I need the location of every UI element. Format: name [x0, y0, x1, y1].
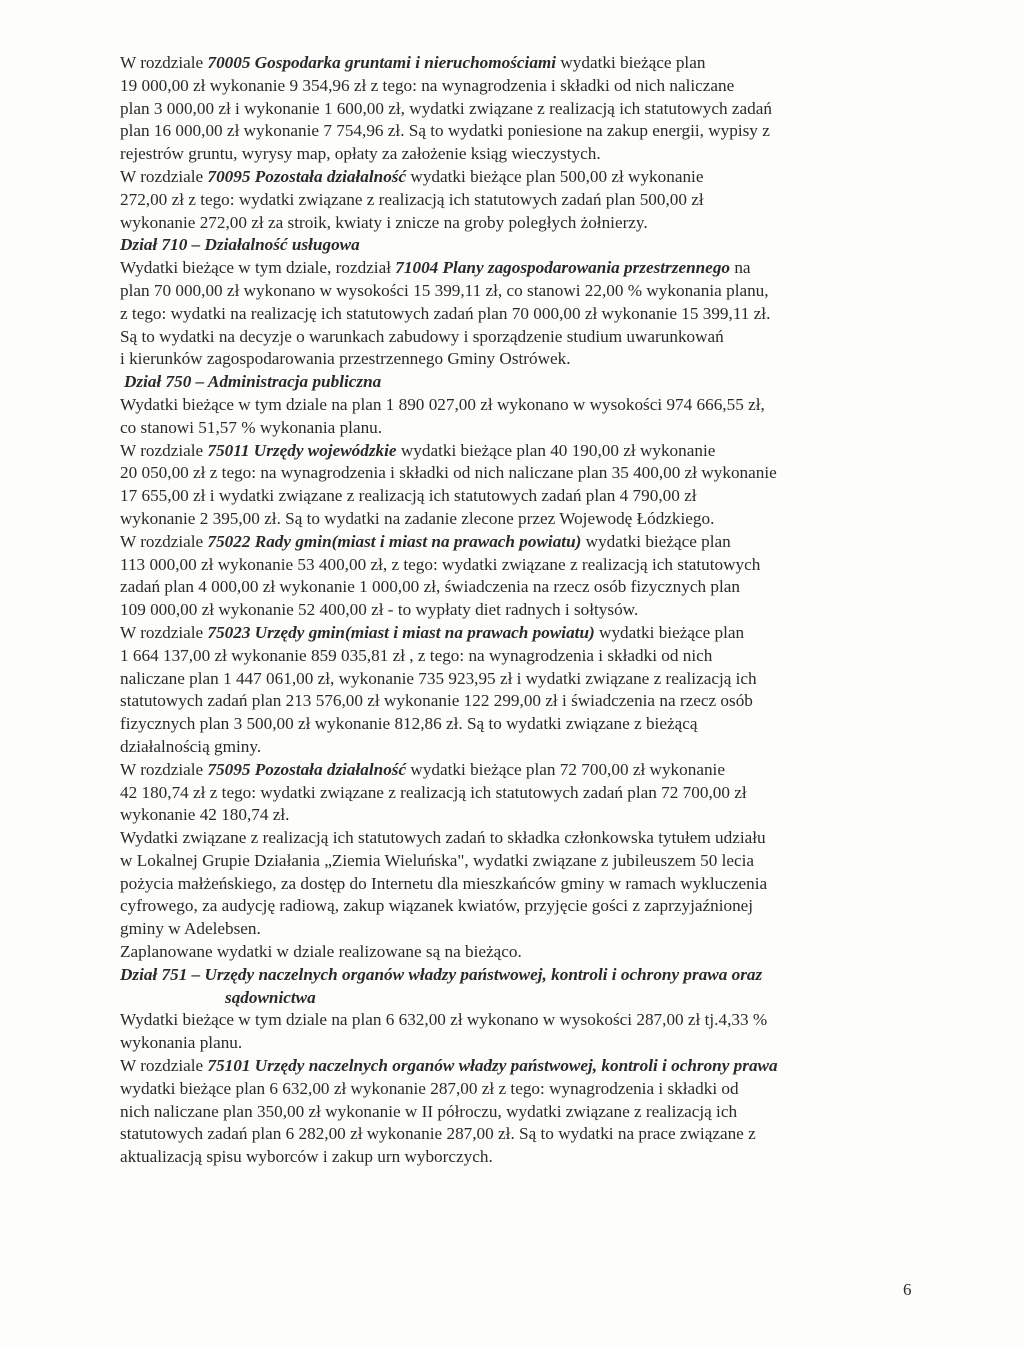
- text-run: pożycia małżeńskiego, za dostęp do Internetu dla mieszkańców gminy w ramach wykluczenia: [120, 873, 768, 893]
- text-run: statutowych zadań plan 6 282,00 zł wykonanie 287,00 zł. Są to wydatki na prace związane z: [120, 1124, 756, 1144]
- text-line: [120, 713, 930, 736]
- text-line: [120, 1078, 930, 1101]
- text-run: rejestrów gruntu, wyrysy map, opłaty za założenie ksiąg wieczystych.: [120, 144, 601, 164]
- text-line: [120, 1055, 930, 1078]
- text-line: [120, 326, 930, 349]
- text-run: Wydatki związane z realizacją ich statutowych zadań to składka członkowska tytułem udziału: [120, 828, 766, 848]
- text-run: cyfrowego, za audycję radiową, zakup wiązanek kwiatów, przyjęcie gości z zaprzyjaźnionej: [120, 896, 754, 916]
- text-line: [120, 964, 930, 987]
- text-run: W rozdziale: [120, 622, 208, 642]
- text-line: [120, 531, 930, 554]
- text-run: W rozdziale: [120, 1056, 208, 1076]
- emphasized-text: Dział 750 – Administracja publiczna: [124, 372, 382, 392]
- text-line: [120, 1032, 930, 1055]
- text-run: plan 16 000,00 zł wykonanie 7 754,96 zł. Są to wydatki poniesione na zakup energii, wypisy z: [120, 121, 770, 141]
- text-line: [120, 166, 930, 189]
- text-run: W rozdziale: [120, 759, 208, 779]
- text-run: plan 3 000,00 zł i wykonanie 1 600,00 zł, wydatki związane z realizacją ich statutowych zadań: [120, 98, 772, 118]
- text-line: [120, 554, 930, 577]
- text-line: [120, 189, 930, 212]
- text-run: 113 000,00 zł wykonanie 53 400,00 zł, z tego: wydatki związane z realizacją ich statutowych: [120, 554, 761, 574]
- text-run: Wydatki bieżące w tym dziale na plan 1 890 027,00 zł wykonano w wysokości 974 666,55 zł,: [120, 394, 765, 414]
- text-line: [120, 280, 930, 303]
- text-line: [120, 850, 930, 873]
- text-line: [120, 941, 930, 964]
- text-line: [120, 75, 930, 98]
- text-run: Wydatki bieżące w tym dziale na plan 6 632,00 zł wykonano w wysokości 287,00 zł tj.4,33 %: [120, 1010, 768, 1030]
- emphasized-text: Dział 710 – Działalność usługowa: [120, 235, 360, 255]
- emphasized-text: Dział 751 – Urzędy naczelnych organów władzy państwowej, kontroli i ochrony prawa oraz: [120, 964, 763, 984]
- emphasized-text: 75101 Urzędy naczelnych organów władzy państwowej, kontroli i ochrony prawa: [207, 1056, 778, 1076]
- text-run: fizycznych plan 3 500,00 zł wykonanie 812,86 zł. Są to wydatki związane z bieżącą: [120, 714, 698, 734]
- emphasized-text: 75022 Rady gmin(miast i miast na prawach powiatu): [207, 531, 582, 551]
- text-run: wydatki bieżące plan: [556, 53, 706, 72]
- emphasized-text: 75023 Urzędy gmin(miast i miast na prawach powiatu): [207, 622, 595, 642]
- emphasized-text: 70095 Pozostała działalność: [207, 166, 407, 186]
- text-run: W rozdziale: [120, 440, 208, 460]
- text-line: [120, 371, 930, 394]
- text-run: Wydatki bieżące w tym dziale, rozdział: [120, 258, 396, 278]
- text-line: [120, 645, 930, 668]
- text-line: [120, 804, 930, 827]
- text-run: aktualizacją spisu wyborców i zakup urn wyborczych.: [120, 1147, 493, 1167]
- emphasized-text: 75095 Pozostała działalność: [207, 759, 407, 779]
- text-line: [120, 576, 930, 599]
- text-run: statutowych zadań plan 213 576,00 zł wykonanie 122 299,00 zł i świadczenia na rzecz osób: [120, 691, 753, 711]
- text-line: [120, 690, 930, 713]
- text-line: [120, 417, 930, 440]
- text-run: wydatki bieżące plan 40 190,00 zł wykonanie: [396, 440, 716, 460]
- text-run: 1 664 137,00 zł wykonanie 859 035,81 zł , z tego: na wynagrodzenia i składki od nich: [120, 645, 713, 665]
- document-body: [120, 52, 930, 1169]
- text-run: co stanowi 51,57 % wykonania planu.: [120, 417, 383, 437]
- text-run: wykonanie 272,00 zł za stroik, kwiaty i znicze na groby poległych żołnierzy.: [120, 212, 648, 232]
- text-run: nich naliczane plan 350,00 zł wykonanie w II półroczu, wydatki związane z realizacją ich: [120, 1101, 738, 1121]
- text-line: [120, 508, 930, 531]
- text-line: [120, 1123, 930, 1146]
- text-line: [120, 622, 930, 645]
- text-run: 109 000,00 zł wykonanie 52 400,00 zł - to wypłaty diet radnych i sołtysów.: [120, 600, 639, 620]
- text-line: [120, 1101, 930, 1124]
- text-line: [120, 143, 930, 166]
- text-run: wykonanie 42 180,74 zł.: [120, 805, 290, 825]
- text-line: [120, 668, 930, 691]
- text-line: [120, 462, 930, 485]
- text-run: wykonania planu.: [120, 1033, 243, 1053]
- text-line: [120, 234, 930, 257]
- emphasized-text: 71004 Plany zagospodarowania przestrzennego: [395, 258, 731, 278]
- text-run: naliczane plan 1 447 061,00 zł, wykonanie 735 923,95 zł i wydatki związane z realizacją ich: [120, 668, 757, 688]
- text-run: z tego: wydatki na realizację ich statutowych zadań plan 70 000,00 zł wykonanie 15 399,11 zł.: [120, 303, 771, 323]
- text-run: W rozdziale: [120, 531, 208, 551]
- text-line: [120, 918, 930, 941]
- text-run: na: [730, 258, 751, 278]
- text-run: 19 000,00 zł wykonanie 9 354,96 zł z tego: na wynagrodzenia i składki od nich naliczane: [120, 75, 735, 95]
- text-run: W rozdziale: [120, 53, 208, 72]
- text-run: 42 180,74 zł z tego: wydatki związane z realizacją ich statutowych zadań plan 72 700,00 zł: [120, 782, 747, 802]
- text-run: wydatki bieżące plan: [594, 622, 745, 642]
- text-line: [120, 895, 930, 918]
- emphasized-text: 70005 Gospodarka gruntami i nieruchomościami: [207, 53, 557, 72]
- text-run: w Lokalnej Grupie Działania „Ziemia Wieluńska", wydatki związane z jubileuszem 50 lecia: [120, 850, 755, 870]
- text-line: [120, 98, 930, 121]
- text-line: [120, 599, 930, 622]
- text-line: [120, 782, 930, 805]
- text-line: [120, 1009, 930, 1032]
- text-run: działalnością gminy.: [120, 736, 262, 756]
- text-line: [120, 827, 930, 850]
- text-line: [120, 303, 930, 326]
- text-run: wydatki bieżące plan 6 632,00 zł wykonanie 287,00 zł z tego: wynagrodzenia i składki od: [120, 1078, 739, 1098]
- text-run: plan 70 000,00 zł wykonano w wysokości 15 399,11 zł, co stanowi 22,00 % wykonania planu,: [120, 280, 769, 300]
- text-line: [120, 394, 930, 417]
- text-line: [120, 873, 930, 896]
- text-run: Zaplanowane wydatki w dziale realizowane są na bieżąco.: [120, 942, 522, 962]
- text-line: [120, 257, 930, 280]
- text-line: [120, 987, 930, 1010]
- emphasized-text: 75011 Urzędy wojewódzkie: [207, 440, 397, 460]
- text-run: wydatki bieżące plan 72 700,00 zł wykonanie: [406, 759, 725, 779]
- text-run: W rozdziale: [120, 166, 208, 186]
- text-run: wydatki bieżące plan 500,00 zł wykonanie: [406, 166, 704, 186]
- text-line: [120, 736, 930, 759]
- text-run: 20 050,00 zł z tego: na wynagrodzenia i składki od nich naliczane plan 35 400,00 zł wykonanie: [120, 463, 777, 483]
- emphasized-text: sądownictwa: [225, 987, 316, 1007]
- text-run: i kierunków zagospodarowania przestrzennego Gminy Ostrówek.: [120, 349, 571, 369]
- text-run: Są to wydatki na decyzje o warunkach zabudowy i sporządzenie studium uwarunkowań: [120, 326, 724, 346]
- text-line: [120, 1146, 930, 1169]
- text-run: wydatki bieżące plan: [581, 531, 731, 551]
- text-run: 17 655,00 zł i wydatki związane z realizacją ich statutowych zadań plan 4 790,00 zł: [120, 486, 697, 506]
- text-line: [120, 212, 930, 235]
- text-line: [120, 52, 930, 75]
- text-line: [120, 120, 930, 143]
- text-line: [120, 485, 930, 508]
- text-run: gminy w Adelebsen.: [120, 919, 261, 939]
- text-line: [120, 348, 930, 371]
- text-line: [120, 759, 930, 782]
- text-run: zadań plan 4 000,00 zł wykonanie 1 000,00 zł, świadczenia na rzecz osób fizycznych plan: [120, 577, 740, 597]
- text-line: [120, 440, 930, 463]
- text-run: wykonanie 2 395,00 zł. Są to wydatki na zadanie zlecone przez Wojewodę Łódzkiego.: [120, 508, 715, 528]
- text-run: 272,00 zł z tego: wydatki związane z realizacją ich statutowych zadań plan 500,00 zł: [120, 189, 704, 209]
- page-number: 6: [903, 1280, 912, 1299]
